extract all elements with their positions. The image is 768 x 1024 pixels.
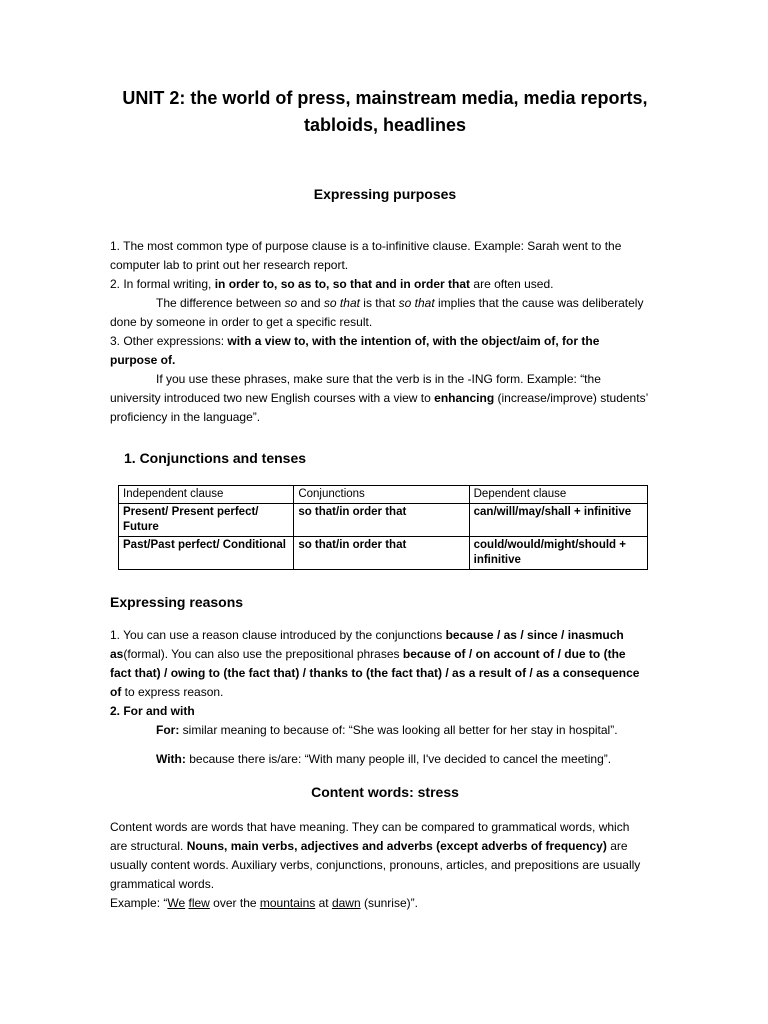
text-run: to express reason. xyxy=(121,685,224,699)
content-words-body xyxy=(110,818,650,913)
bold-run: / xyxy=(442,666,453,680)
section-heading-content-words: Content words: stress xyxy=(311,784,459,800)
text-run: If you use these phrases, make sure that the verb is in the -ING form. Example: “the university introduced two new English courses with a view to xyxy=(110,372,601,405)
table-cell: so that/in order that xyxy=(294,537,469,570)
text-run: 2. In formal writing, xyxy=(110,277,215,291)
bold-run: enhancing xyxy=(434,391,495,405)
purposes-paragraph-4 xyxy=(110,332,650,370)
table-cell: could/would/might/should + infinitive xyxy=(469,537,647,570)
bold-run: due to (the fact that) xyxy=(110,647,626,680)
text-run: The difference between xyxy=(156,296,285,310)
bold-run: as a consequence of xyxy=(110,666,640,699)
text-run: and xyxy=(297,296,324,310)
text-run: Content words are words that have meaning. They can be compared to grammatical words, which are structural. xyxy=(110,820,630,853)
text-run: over the xyxy=(209,896,260,910)
text-run: (sunrise)”. xyxy=(360,896,418,910)
purposes-paragraph-2 xyxy=(110,275,650,294)
bold-run: as xyxy=(503,628,517,642)
section-heading-reasons: Expressing reasons xyxy=(110,594,244,610)
table-header-cell: Dependent clause xyxy=(469,486,647,504)
text-run: Example: “ xyxy=(110,896,168,910)
bold-run: since xyxy=(527,628,558,642)
reasons-body xyxy=(110,626,650,769)
text-run: 1. You can use a reason clause introduced by the conjunctions xyxy=(110,628,446,642)
bold-run: thanks to (the fact that) xyxy=(309,666,443,680)
bold-run: Nouns, main verbs, adjectives and adverbs (except adverbs of frequency) xyxy=(186,839,607,853)
bold-run: For: xyxy=(156,723,180,737)
table-cell: Present/ Present perfect/ Future xyxy=(119,504,294,537)
bold-run: on account of xyxy=(475,647,555,661)
bold-run: in order to, so as to, so that and in order that xyxy=(214,277,471,291)
bold-run: / xyxy=(493,628,504,642)
purposes-paragraph-3 xyxy=(110,294,650,332)
text-run: at xyxy=(315,896,332,910)
table-cell: can/will/may/shall + infinitive xyxy=(469,504,647,537)
bold-run: as a result of xyxy=(452,666,527,680)
conjunctions-table xyxy=(118,485,648,570)
section-heading-purposes: Expressing purposes xyxy=(313,186,457,202)
purposes-paragraph-1: 1. The most common type of purpose clause is a to-infinitive clause. Example: Sarah went to the computer lab to print out her research report. xyxy=(110,239,622,272)
reasons-paragraph-1 xyxy=(110,626,650,702)
purposes-paragraph-5 xyxy=(110,370,650,427)
section-heading-conjunctions: 1. Conjunctions and tenses xyxy=(124,450,307,466)
underlined-word: flew xyxy=(188,896,210,910)
bold-run: With: xyxy=(156,752,186,766)
bold-run: owing to (the fact that) xyxy=(170,666,300,680)
text-run: (formal). You can also use the prepositional phrases xyxy=(123,647,403,661)
bold-run: / xyxy=(554,647,565,661)
text-run: similar meaning to because of: “She was looking all better for her stay in hospital”. xyxy=(179,723,618,737)
text-run: (increase/improve) students’ proficiency in the language”. xyxy=(110,391,648,424)
purposes-body xyxy=(110,237,650,427)
page-title: UNIT 2: the world of press, mainstream media, media reports, tabloids, headlines xyxy=(122,88,648,135)
text-run: is that xyxy=(359,296,399,310)
bold-run: because xyxy=(445,628,494,642)
bold-run: / xyxy=(557,628,568,642)
bold-run: with a view to, with the intention of, with the object/aim of, for the purpose of. xyxy=(110,334,600,367)
content-words-paragraph xyxy=(110,818,650,894)
text-run: 3. Other expressions: xyxy=(110,334,228,348)
bold-run: inasmuch as xyxy=(110,628,624,661)
text-run: implies that the cause was deliberately done by someone in order to get a specific result. xyxy=(110,296,644,329)
bold-run: / xyxy=(516,628,527,642)
content-words-example xyxy=(110,894,650,913)
text-run: are usually content words. Auxiliary verbs, conjunctions, pronouns, articles, and prepositions are usually grammatical words. xyxy=(110,839,641,891)
bold-run: / xyxy=(299,666,310,680)
reasons-paragraph-for xyxy=(110,721,650,740)
italic-run: so xyxy=(284,296,298,310)
table-header-cell: Independent clause xyxy=(119,486,294,504)
text-run: are often used. xyxy=(470,277,554,291)
underlined-word: We xyxy=(167,896,186,910)
italic-run: so that xyxy=(398,296,435,310)
table-header-row xyxy=(119,486,648,504)
bold-run: / xyxy=(465,647,476,661)
table-header-cell: Conjunctions xyxy=(294,486,469,504)
italic-run: so that xyxy=(323,296,360,310)
table-row xyxy=(119,537,648,570)
underlined-word: mountains xyxy=(259,896,316,910)
table-cell: Past/Past perfect/ Conditional xyxy=(119,537,294,570)
underlined-word: dawn xyxy=(331,896,361,910)
table-row xyxy=(119,504,648,537)
bold-run: because of xyxy=(402,647,466,661)
reasons-paragraph-2: 2. For and with xyxy=(110,704,195,718)
bold-run: / xyxy=(160,666,171,680)
text-run: because there is/are: “With many people ill, I've decided to cancel the meeting”. xyxy=(185,752,612,766)
table-cell: so that/in order that xyxy=(294,504,469,537)
reasons-paragraph-with xyxy=(110,750,650,769)
bold-run: / xyxy=(526,666,537,680)
